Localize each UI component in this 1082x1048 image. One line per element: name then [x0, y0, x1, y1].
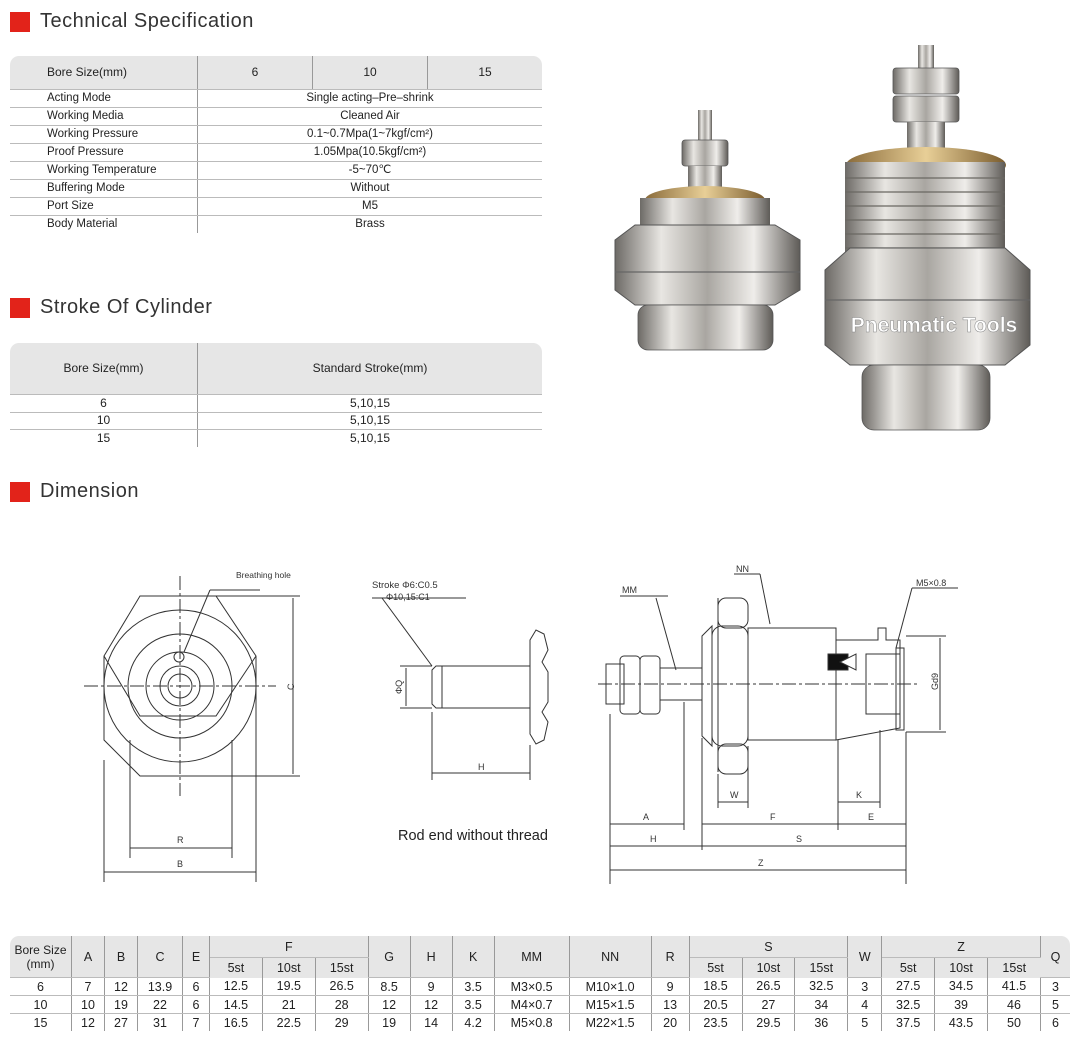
spec-row — [10, 144, 543, 162]
stroke-note-1: Stroke Φ6:C0.5 — [372, 580, 438, 591]
spec-row — [10, 90, 543, 108]
stroke-row — [10, 430, 543, 448]
label-m5: M5×0.8 — [916, 578, 947, 588]
dim-table-cell: 26.5 — [742, 978, 795, 996]
label-k: K — [856, 790, 863, 800]
dim-table-cell: 32.5 — [795, 978, 848, 996]
dim-table-cell: 46 — [988, 996, 1041, 1014]
spec-header-bore: Bore Size(mm) — [10, 56, 198, 90]
dim-table-cell: 7 — [183, 1014, 210, 1032]
dim-table-cell: 5 — [848, 1014, 882, 1032]
dim-table-cell: 27 — [742, 996, 795, 1014]
dim-table-cell: 3 — [848, 978, 882, 996]
dim-table-cell: 4 — [848, 996, 882, 1014]
dim-table-cell: 19.5 — [262, 978, 315, 996]
dim-table-cell: 31 — [138, 1014, 183, 1032]
dim-table-cell: M5×0.8 — [494, 1014, 569, 1032]
dim-table-cell: 20.5 — [689, 996, 742, 1014]
dim-header-b: B — [105, 936, 138, 978]
spec-value: Single acting–Pre–shrink — [198, 90, 543, 108]
dim-table-cell: 14.5 — [210, 996, 263, 1014]
dim-table-cell: 13.9 — [138, 978, 183, 996]
label-nn: NN — [736, 564, 749, 574]
spec-value: Cleaned Air — [198, 108, 543, 126]
stroke-bore: 6 — [10, 395, 198, 413]
dim-header-c: C — [138, 936, 183, 978]
section-marker — [10, 482, 30, 502]
spec-row — [10, 126, 543, 144]
dim-table-cell: 4.2 — [452, 1014, 494, 1032]
spec-row — [10, 198, 543, 216]
dim-table-cell: 20 — [651, 1014, 689, 1032]
label-c: C — [286, 683, 296, 690]
dim-table-cell: 28 — [315, 996, 368, 1014]
spec-label: Acting Mode — [10, 90, 198, 108]
rod-end-caption: Rod end without thread — [398, 828, 548, 844]
dim-table-cell: 36 — [795, 1014, 848, 1032]
dim-table-cell: 22 — [138, 996, 183, 1014]
spec-bore-cell: 15 — [428, 56, 543, 90]
dim-header-k: K — [452, 936, 494, 978]
dim-header-h: H — [410, 936, 452, 978]
dim-header-e: E — [183, 936, 210, 978]
spec-value: Without — [198, 180, 543, 198]
dim-table-cell: 8.5 — [368, 978, 410, 996]
label-h: H — [478, 762, 485, 772]
product-photo — [600, 40, 1070, 440]
spec-label: Working Media — [10, 108, 198, 126]
breathing-hole-label: Breathing hole — [236, 570, 291, 580]
dim-table-cell: 9 — [410, 978, 452, 996]
dim-table-cell: 39 — [935, 996, 988, 1014]
dim-header-z: Z — [882, 936, 1041, 958]
dim-table-cell: 29.5 — [742, 1014, 795, 1032]
dim-table-cell: M10×1.0 — [569, 978, 651, 996]
large-cylinder-photo — [825, 45, 1030, 430]
dim-table-cell: 29 — [315, 1014, 368, 1032]
dim-table-cell: 6 — [1052, 1015, 1059, 1030]
section-title: Technical Specification — [40, 10, 254, 32]
label-s: S — [796, 834, 803, 844]
dim-table-body — [10, 978, 1071, 1032]
spec-table — [9, 55, 543, 234]
label-mm: MM — [622, 585, 637, 595]
stroke-row — [10, 412, 543, 430]
dim-table-cell: 6 — [183, 978, 210, 996]
section-header-stroke — [10, 296, 212, 319]
dim-header-a: A — [72, 936, 105, 978]
spec-value: M5 — [198, 198, 543, 216]
dim-table-cell: 9 — [651, 978, 689, 996]
dim-table-cell: 19 — [368, 1014, 410, 1032]
spec-label: Port Size — [10, 198, 198, 216]
dim-table-cell: 23.5 — [689, 1014, 742, 1032]
small-cylinder-photo — [615, 110, 800, 350]
dim-table-cell: 12 — [105, 978, 138, 996]
dim-table-cell: 26.5 — [315, 978, 368, 996]
spec-label: Working Temperature — [10, 162, 198, 180]
dim-table-cell: 12 — [368, 996, 410, 1014]
section-title: Dimension — [40, 480, 139, 502]
dim-table-cell: 21 — [262, 996, 315, 1014]
dim-header-q: Q — [1041, 936, 1071, 978]
label-gd9: Gd9 — [930, 672, 940, 690]
spec-label: Proof Pressure — [10, 144, 198, 162]
dim-table-cell: 50 — [988, 1014, 1041, 1032]
dim-table-cell: 19 — [105, 996, 138, 1014]
dim-sub-s: 10st — [742, 958, 795, 978]
dim-header-w: W — [848, 936, 882, 978]
dim-table-row — [10, 996, 1071, 1014]
spec-label: Body Material — [10, 216, 198, 234]
dim-header-nn: NN — [569, 936, 651, 978]
dim-table-cell: 34.5 — [935, 978, 988, 996]
dim-table-cell: 3.5 — [452, 978, 494, 996]
label-e: E — [868, 812, 875, 822]
section-marker — [10, 12, 30, 32]
dim-table-row — [10, 1014, 1071, 1032]
label-a: A — [643, 812, 650, 822]
dim-table-cell: 16.5 — [210, 1014, 263, 1032]
dim-table-cell: 3.5 — [452, 996, 494, 1014]
stroke-bore: 15 — [10, 430, 198, 448]
dim-table-cell: 12 — [72, 1014, 105, 1032]
stroke-header-stroke: Standard Stroke(mm) — [198, 343, 543, 395]
dim-table-cell: 43.5 — [935, 1014, 988, 1032]
dim-header-s: S — [689, 936, 848, 958]
dim-table-cell: 5 — [1041, 996, 1071, 1014]
stroke-header-bore: Bore Size(mm) — [10, 343, 198, 395]
spec-label: Working Pressure — [10, 126, 198, 144]
dim-table-cell: M3×0.5 — [494, 978, 569, 996]
spec-value: 1.05Mpa(10.5kgf/cm²) — [198, 144, 543, 162]
dim-table-cell: 32.5 — [882, 996, 935, 1014]
spec-value: -5~70℃ — [198, 162, 543, 180]
spec-row — [10, 216, 543, 234]
spec-row — [10, 108, 543, 126]
spec-row — [10, 180, 543, 198]
stroke-header-row — [10, 343, 543, 395]
spec-value: Brass — [355, 218, 385, 230]
spec-row — [10, 162, 543, 180]
dim-table-cell: M15×1.5 — [569, 996, 651, 1014]
stroke-table — [9, 342, 543, 448]
dim-table-cell: 3 — [1041, 978, 1071, 996]
stroke-value: 5,10,15 — [198, 412, 543, 430]
label-z: Z — [758, 858, 764, 868]
spec-label: Buffering Mode — [10, 180, 198, 198]
dim-header-mm: MM — [494, 936, 569, 978]
dim-table-cell: 6 — [183, 996, 210, 1014]
label-b: B — [177, 859, 184, 869]
photo-watermark: Pneumatic Tools — [850, 314, 1018, 337]
dim-sub-s: 5st — [689, 958, 742, 978]
spec-bore-cell: 6 — [198, 56, 313, 90]
dim-header-r: R — [651, 936, 689, 978]
dim-header-g: G — [368, 936, 410, 978]
dim-sub-f: 10st — [262, 958, 315, 978]
dimension-drawing — [0, 560, 1082, 890]
dim-table-cell: 41.5 — [988, 978, 1041, 996]
dim-header-f: F — [210, 936, 369, 958]
dim-table-cell: 15 — [10, 1014, 72, 1032]
stroke-bore: 10 — [10, 412, 198, 430]
section-marker — [10, 298, 30, 318]
dim-table-cell: 34 — [795, 996, 848, 1014]
stroke-value: 5,10,15 — [349, 430, 391, 445]
section-header-tech-spec — [10, 10, 254, 33]
dim-table-cell: 22.5 — [262, 1014, 315, 1032]
spec-value: 0.1~0.7Mpa(1~7kgf/cm²) — [198, 126, 543, 144]
spec-header-row — [10, 56, 543, 90]
dim-table-row — [10, 978, 1071, 996]
dim-table-cell: 13 — [651, 996, 689, 1014]
dim-table-cell: M4×0.7 — [494, 996, 569, 1014]
label-h2: H — [650, 834, 657, 844]
stroke-value: 5,10,15 — [198, 395, 543, 413]
dim-table-cell: 12 — [410, 996, 452, 1014]
dim-header-bore: Bore Size (mm) — [10, 936, 72, 978]
dim-sub-z: 10st — [935, 958, 988, 978]
dim-table-cell: 14 — [410, 1014, 452, 1032]
dim-table-cell: 7 — [72, 978, 105, 996]
dim-table-cell: 10 — [10, 996, 72, 1014]
dim-sub-z: 15st — [988, 958, 1041, 978]
front-view — [84, 576, 300, 882]
dim-sub-f: 5st — [210, 958, 263, 978]
spec-bore-cell: 10 — [313, 56, 428, 90]
dimension-table — [9, 935, 1071, 1032]
dim-table-cell: 27.5 — [882, 978, 935, 996]
dim-table-cell: 10 — [72, 996, 105, 1014]
dim-table-cell: 18.5 — [689, 978, 742, 996]
dim-table-cell: 37.5 — [882, 1014, 935, 1032]
dim-sub-z: 5st — [882, 958, 935, 978]
section-header-dimension — [10, 480, 139, 503]
stroke-note-2: Φ10,15:C1 — [386, 592, 430, 602]
label-w: W — [730, 790, 739, 800]
dim-header-row — [10, 936, 1071, 958]
label-f: F — [770, 812, 776, 822]
dim-table-cell: 27 — [105, 1014, 138, 1032]
label-r: R — [177, 835, 184, 845]
stroke-row — [10, 395, 543, 413]
section-title: Stroke Of Cylinder — [40, 296, 213, 318]
dim-sub-s: 15st — [795, 958, 848, 978]
dim-table-cell: 6 — [10, 978, 72, 996]
dim-table-cell: M22×1.5 — [569, 1014, 651, 1032]
dim-table-cell: 12.5 — [210, 978, 263, 996]
dim-sub-f: 15st — [315, 958, 368, 978]
label-phiq: ΦQ — [394, 679, 404, 694]
